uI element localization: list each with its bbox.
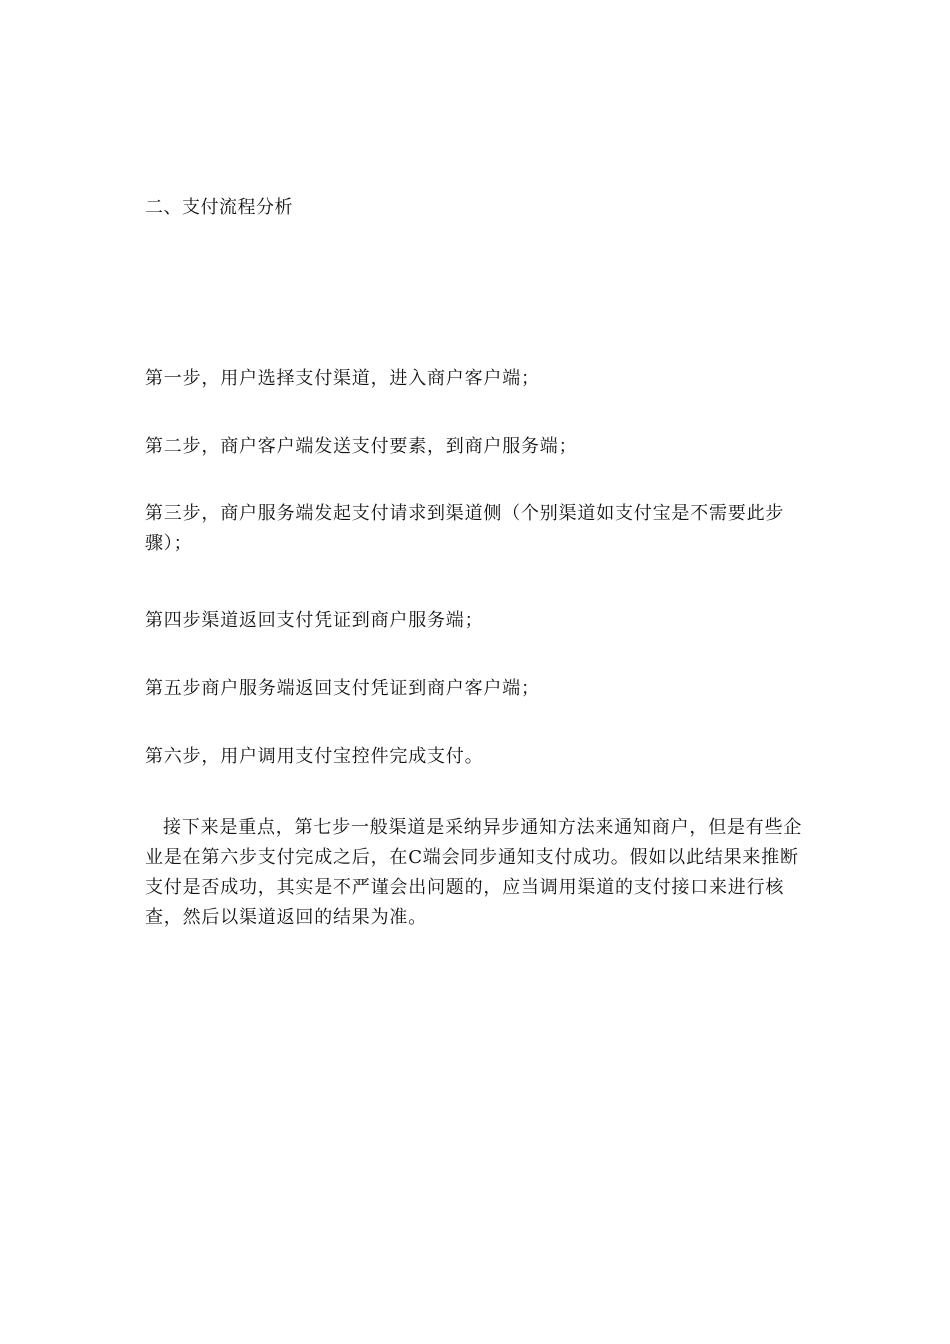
section-heading: 二、支付流程分析 (145, 197, 293, 218)
step-3-paragraph: 第三步，商户服务端发起支付请求到渠道侧（个别渠道如支付宝是不需要此步骤）； (145, 503, 785, 554)
step-6-paragraph: 第六步，用户调用支付宝控件完成支付。 (145, 746, 484, 767)
step-2-paragraph: 第二步，商户客户端发送支付要素，到商户服务端； (145, 436, 578, 457)
conclusion-paragraph: 接下来是重点，第七步一般渠道是采纳异步通知方法来通知商户，但是有些企业是在第六步支付完成之后，在C端会同步通知支付成功。假如以此结果来推断支付是否成功，其实是不严谨会出问题的，应当调用渠道的支付接口来进行核查，然后以渠道返回的结果为准。 (145, 817, 803, 928)
step-1-paragraph: 第一步，用户选择支付渠道，进入商户客户端； (145, 368, 540, 389)
step-4-paragraph: 第四步渠道返回支付凭证到商户服务端； (145, 610, 484, 631)
step-5-paragraph: 第五步商户服务端返回支付凭证到商户客户端； (145, 678, 540, 699)
